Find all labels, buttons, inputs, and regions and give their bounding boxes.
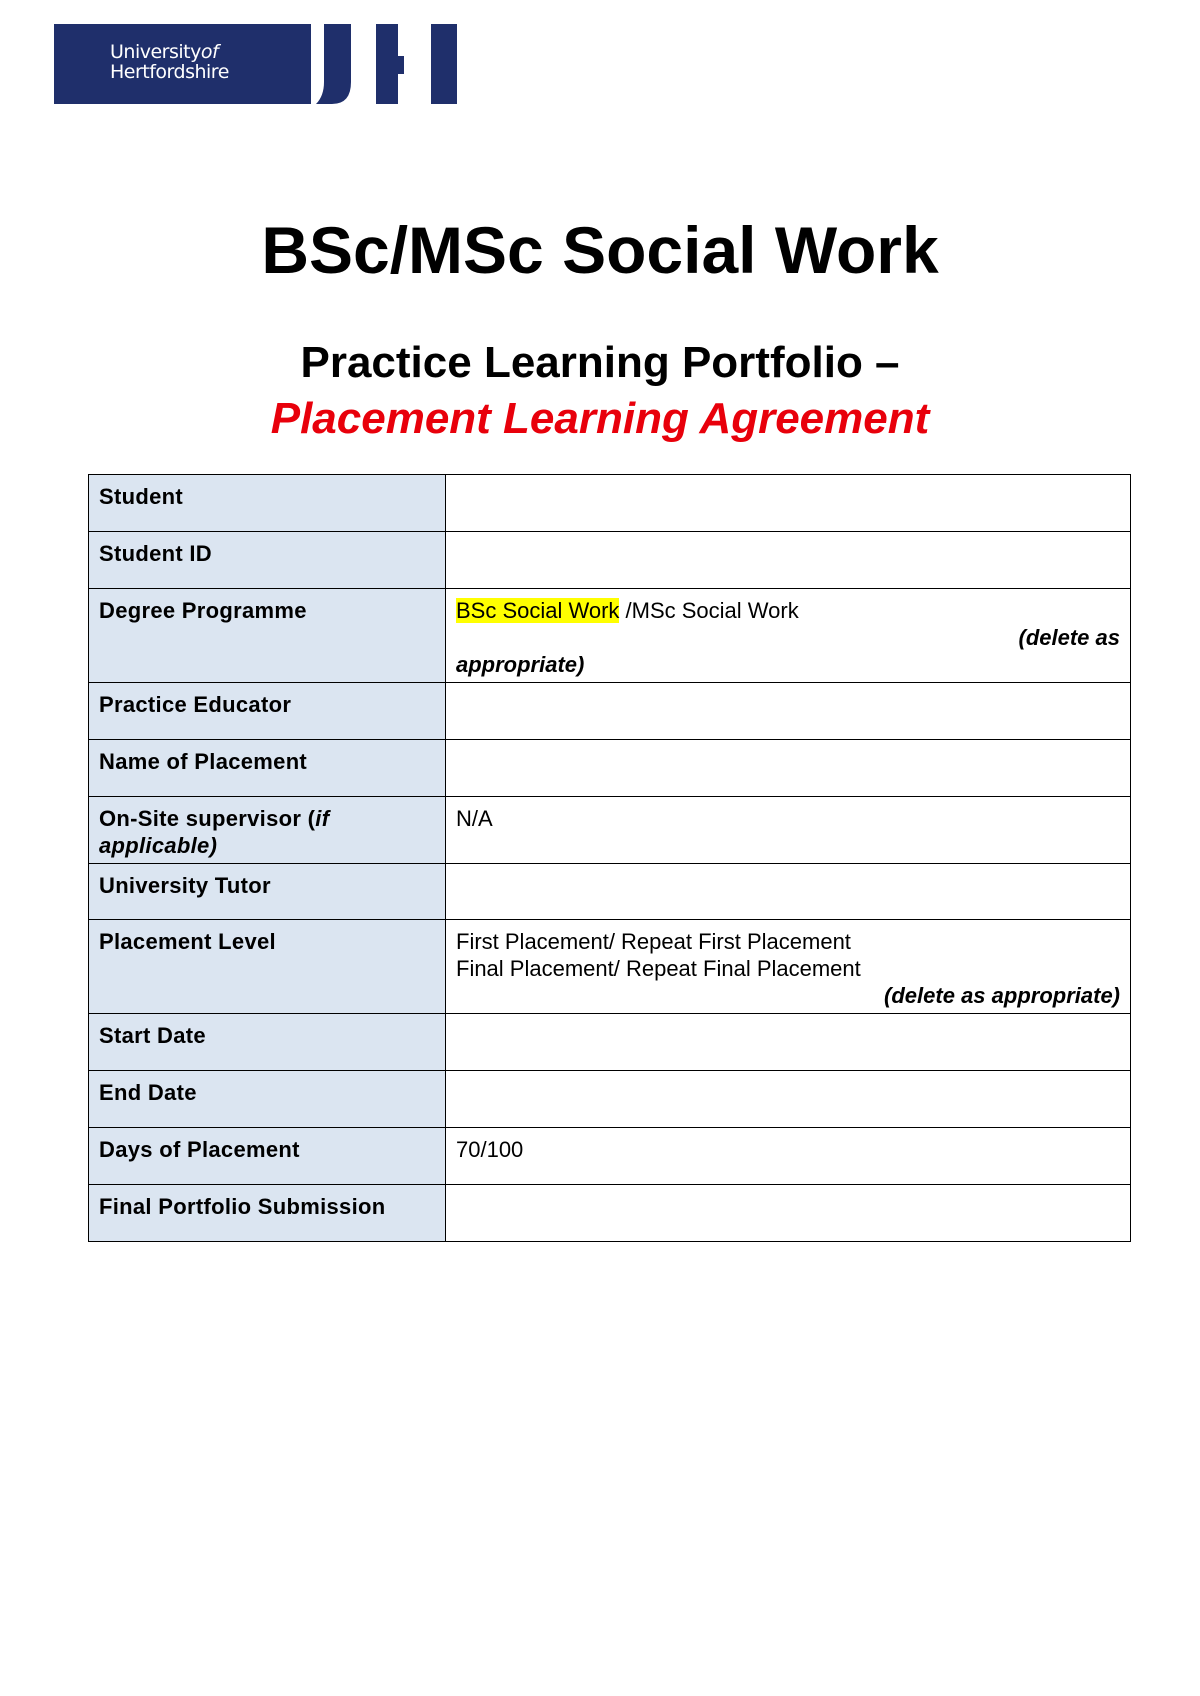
- value-university-tutor[interactable]: [446, 864, 1131, 920]
- value-practice-educator[interactable]: [446, 683, 1131, 740]
- logo-line1: University: [110, 41, 201, 63]
- table-row-final-submission: [89, 1185, 1131, 1242]
- document-subtitle: Practice Learning Portfolio –: [300, 338, 900, 387]
- label-onsite-italic: if applicable): [99, 806, 330, 858]
- table-row-student-id: [89, 532, 1131, 589]
- label-end-date: End Date: [89, 1071, 446, 1128]
- label-start-date: Start Date: [89, 1014, 446, 1071]
- logo-line2: Hertfordshire: [110, 61, 229, 83]
- table-row-name-of-placement: [89, 740, 1131, 797]
- label-university-tutor: University Tutor: [89, 864, 446, 920]
- university-logo: [54, 24, 404, 104]
- table-row-onsite: [89, 797, 1131, 864]
- degree-note-a: (delete as: [1018, 625, 1120, 650]
- label-final-submission: Final Portfolio Submission: [89, 1185, 446, 1242]
- table-row-practice-educator: [89, 683, 1131, 740]
- table-row-end-date: [89, 1071, 1131, 1128]
- table-row-university-tutor: [89, 864, 1131, 920]
- logo-line1-of: of: [200, 41, 219, 63]
- label-placement-level: Placement Level: [89, 920, 446, 1014]
- table-row-student: [89, 475, 1131, 532]
- value-student[interactable]: [446, 475, 1131, 532]
- value-name-of-placement[interactable]: [446, 740, 1131, 797]
- value-onsite[interactable]: N/A: [446, 797, 1131, 864]
- document-title: BSc/MSc Social Work: [261, 213, 939, 287]
- document-subtitle-red: Placement Learning Agreement: [270, 394, 930, 443]
- value-days[interactable]: 70/100: [446, 1128, 1131, 1185]
- label-student-id: Student ID: [89, 532, 446, 589]
- logo-u-icon: [54, 24, 404, 104]
- table-row-degree: [89, 589, 1131, 683]
- label-degree: Degree Programme: [89, 589, 446, 683]
- label-practice-educator: Practice Educator: [89, 683, 446, 740]
- degree-note-b: appropriate): [456, 652, 585, 677]
- table-row-days: [89, 1128, 1131, 1185]
- value-student-id[interactable]: [446, 532, 1131, 589]
- value-degree[interactable]: [446, 589, 1131, 683]
- label-days: Days of Placement: [89, 1128, 446, 1185]
- value-end-date[interactable]: [446, 1071, 1131, 1128]
- table-row-start-date: [89, 1014, 1131, 1071]
- degree-highlighted: BSc Social Work: [456, 598, 620, 623]
- degree-rest: /MSc Social Work: [619, 598, 799, 623]
- label-onsite: [89, 797, 446, 864]
- label-name-of-placement: Name of Placement: [89, 740, 446, 797]
- label-student: Student: [89, 475, 446, 532]
- value-placement-level[interactable]: [446, 920, 1131, 1014]
- logo-h-icon: [373, 24, 457, 104]
- placement-level-line2: Final Placement/ Repeat Final Placement: [456, 956, 861, 981]
- label-onsite-main: On-Site supervisor (: [99, 806, 316, 831]
- value-start-date[interactable]: [446, 1014, 1131, 1071]
- placement-level-note: (delete as appropriate): [884, 983, 1120, 1008]
- placement-level-line1: First Placement/ Repeat First Placement: [456, 929, 851, 954]
- table-row-placement-level: [89, 920, 1131, 1014]
- placement-agreement-table: [88, 474, 1131, 1242]
- value-final-submission[interactable]: [446, 1185, 1131, 1242]
